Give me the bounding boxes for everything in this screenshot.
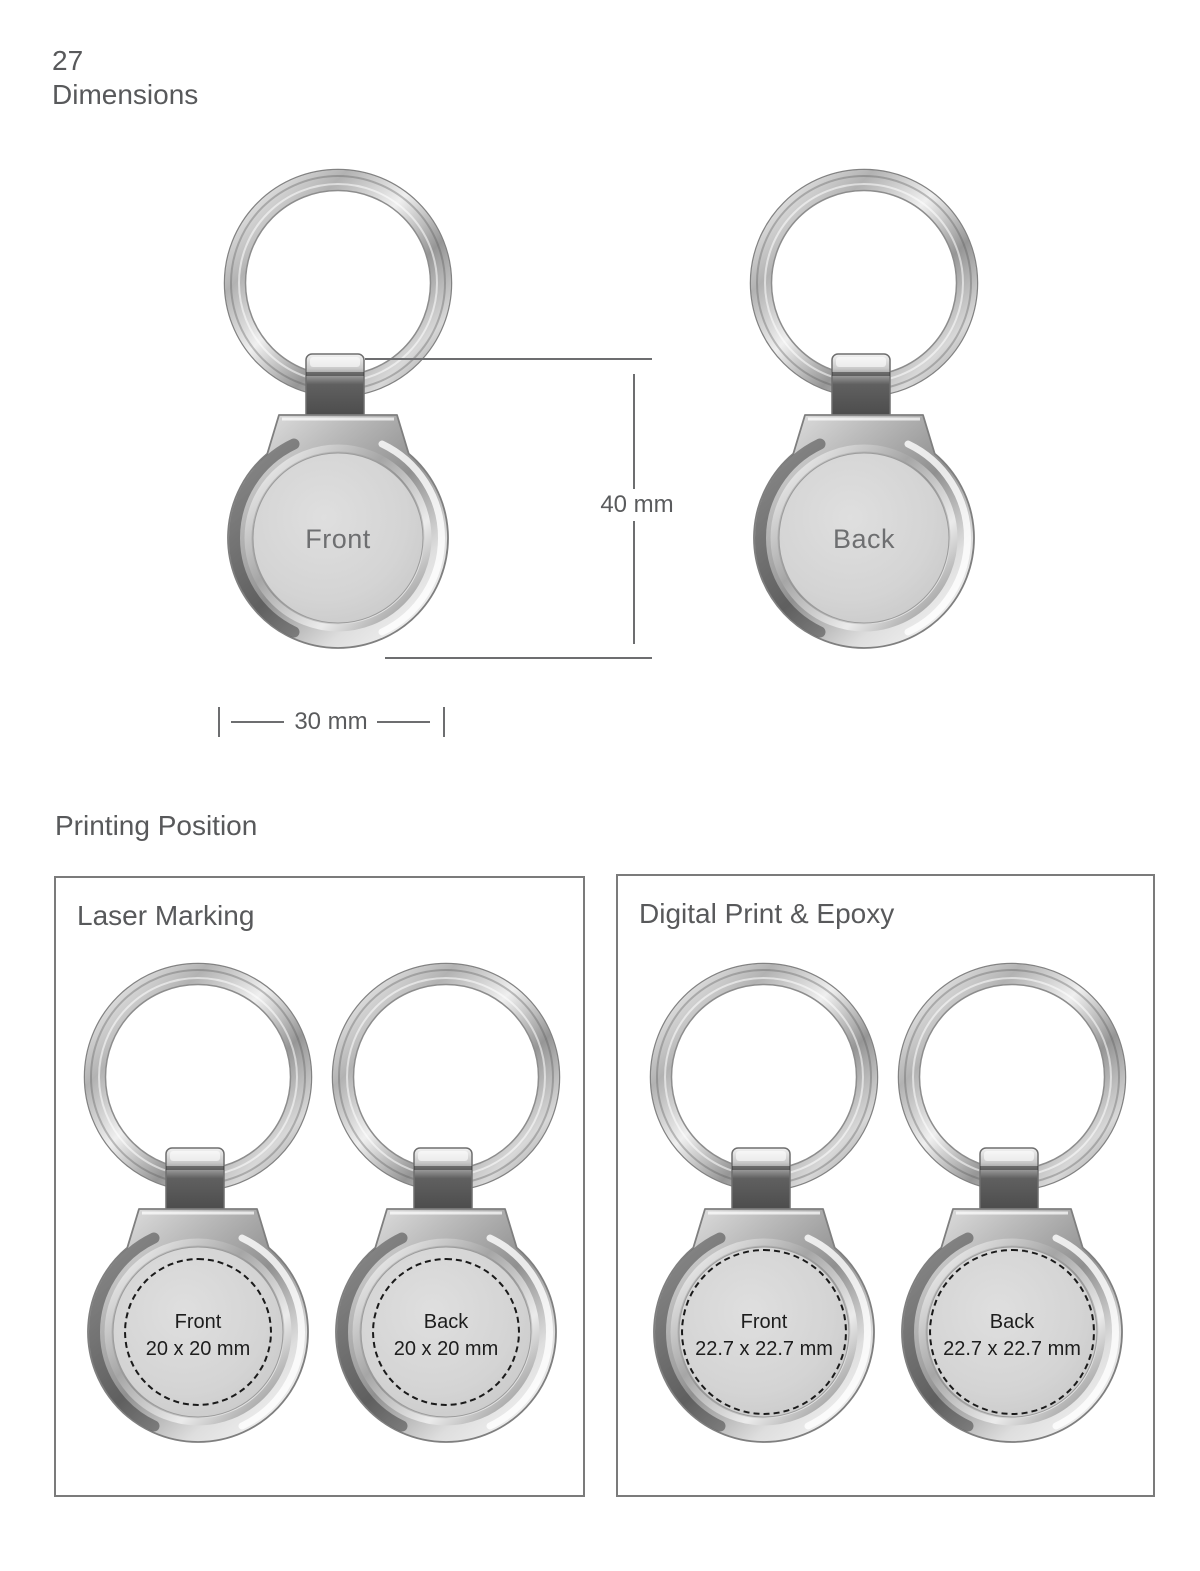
print-side-label: Back bbox=[989, 1311, 1035, 1333]
keychain-back-label: Back bbox=[832, 524, 896, 554]
print-size-label: 20 x 20 mm bbox=[145, 1338, 251, 1360]
print-size-label: 22.7 x 22.7 mm bbox=[695, 1338, 833, 1360]
dimensions-section-title: Dimensions bbox=[52, 79, 199, 110]
print-size-label: 22.7 x 22.7 mm bbox=[943, 1338, 1081, 1360]
width-tick-right bbox=[443, 707, 445, 737]
keychain-art bbox=[748, 166, 980, 660]
print-side-label: Front bbox=[740, 1311, 788, 1333]
page-header bbox=[52, 44, 198, 112]
digital-print-epoxy-panel bbox=[616, 874, 1155, 1497]
page-number: 27 bbox=[52, 45, 84, 76]
keychain-laser-front bbox=[82, 960, 314, 1454]
width-segment-left bbox=[231, 721, 284, 723]
keychain-digital-front bbox=[648, 960, 880, 1454]
dim-extension-line-bottom bbox=[385, 657, 652, 659]
keychain-art bbox=[222, 166, 454, 660]
keychain-digital-back bbox=[896, 960, 1128, 1454]
print-area-caption bbox=[82, 1309, 314, 1363]
printing-position-title: Printing Position bbox=[55, 810, 258, 841]
print-area-caption bbox=[896, 1309, 1128, 1363]
keychain-front-photo bbox=[222, 166, 454, 660]
print-side-label: Back bbox=[423, 1311, 469, 1333]
laser-marking-title: Laser Marking bbox=[77, 900, 255, 931]
print-side-label: Front bbox=[174, 1311, 222, 1333]
print-area-caption bbox=[648, 1309, 880, 1363]
keychain-front-label: Front bbox=[305, 524, 371, 554]
width-tick-left bbox=[218, 707, 220, 737]
print-size-label: 20 x 20 mm bbox=[393, 1338, 499, 1360]
height-dimension-label: 40 mm bbox=[590, 489, 684, 521]
width-dimension-label: 30 mm bbox=[288, 706, 374, 738]
digital-print-epoxy-title: Digital Print & Epoxy bbox=[639, 898, 895, 929]
print-area-caption bbox=[330, 1309, 562, 1363]
width-segment-right bbox=[377, 721, 430, 723]
keychain-laser-back bbox=[330, 960, 562, 1454]
keychain-back-photo bbox=[748, 166, 980, 660]
laser-marking-panel bbox=[54, 876, 585, 1497]
dim-extension-line-top bbox=[365, 358, 652, 360]
